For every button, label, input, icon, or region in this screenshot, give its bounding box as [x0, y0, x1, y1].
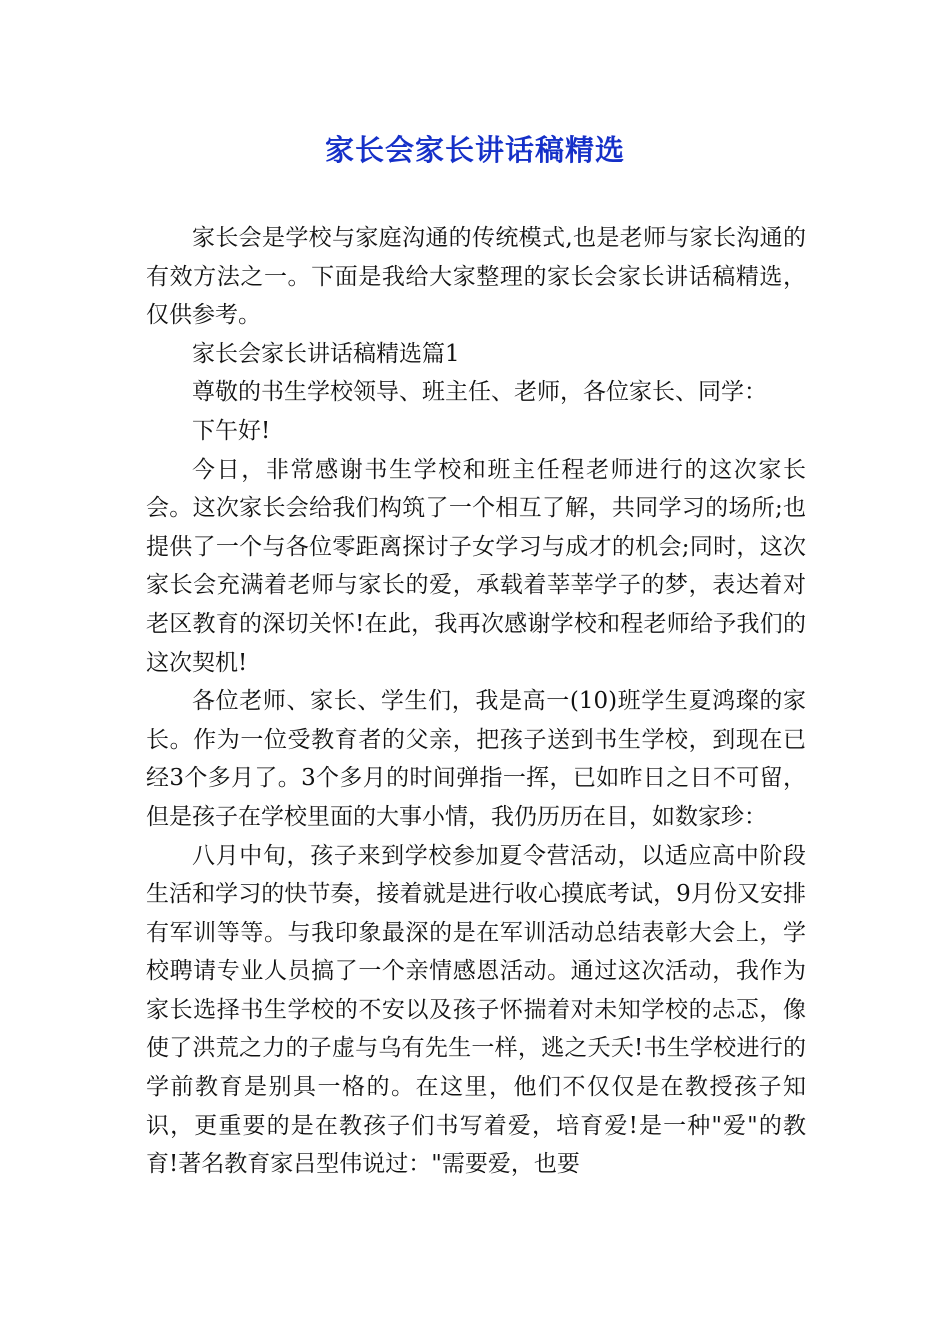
paragraph-introduction: 各位老师、家长、学生们，我是高一(10)班学生夏鸿璨的家长。作为一位受教育者的父亲，把孩子送到书生学校，到现在已经3个多月了。3个多月的时间弹指一挥，已如昨日之日不可留，但是孩子在学校里面的大事小情，我仍历历在目，如数家珍：: [146, 688, 806, 830]
paragraph-salutation: 尊敬的书生学校领导、班主任、老师，各位家长、同学：: [192, 379, 767, 406]
paragraph-greeting: 下午好!: [192, 417, 271, 444]
paragraph-intro: 家长会是学校与家庭沟通的传统模式,也是老师与家长沟通的有效方法之一。下面是我给大家整理的家长会家长讲话稿精选，仅供参考。: [146, 225, 806, 329]
section-heading: 家长会家长讲话稿精选篇1: [192, 340, 460, 367]
document-title: 家长会家长讲话稿精选: [324, 133, 625, 167]
document-body: [146, 219, 806, 1184]
paragraph-memories: 八月中旬，孩子来到学校参加夏令营活动，以适应高中阶段生活和学习的快节奏，接着就是进行收心摸底考试，9月份又安排有军训等等。与我印象最深的是在军训活动总结表彰大会上，学校聘请专业人员搞了一个亲情感恩活动。通过这次活动，我作为家长选择书生学校的不安以及孩子怀揣着对未知学校的忐忑，像使了洪荒之力的子虚与乌有先生一样，逃之夭夭!书生学校进行的学前教育是别具一格的。在这里，他们不仅仅是在教授孩子知识，更重要的是在教孩子们书写着爱，培育爱!是一种"爱"的教育!著名教育家吕型伟说过："需要爱，也要: [146, 842, 806, 1178]
paragraph-thanks: 今日，非常感谢书生学校和班主任程老师进行的这次家长会。这次家长会给我们构筑了一个相互了解，共同学习的场所;也提供了一个与各位零距离探讨子女学习与成才的机会;同时，这次家长会充满着老师与家长的爱，承载着莘莘学子的梦，表达着对老区教育的深切关怀!在此，我再次感谢学校和程老师给予我们的这次契机!: [146, 456, 806, 676]
